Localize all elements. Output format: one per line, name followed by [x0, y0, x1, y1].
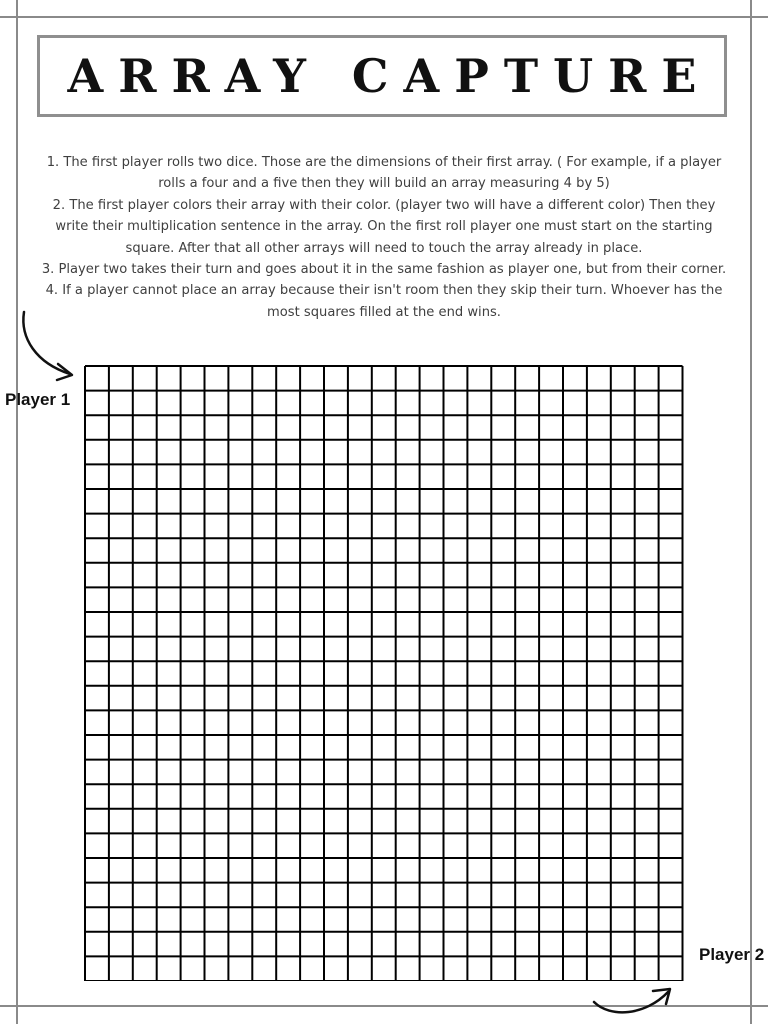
- instruction-item: 2. The first player colors their array with their color. (player two will have a different color) Then they write their multiplication sentence in the array. On the first roll player one must start on the starting square. After that all other arrays will need to touch the array already in place.: [52, 197, 716, 256]
- instructions: [40, 152, 728, 323]
- instruction-item: 4. If a player cannot place an array because their isn't room then they skip their turn. Whoever has the most squares filled at the end wins.: [45, 283, 723, 320]
- title-box: [37, 35, 727, 117]
- player-2-label: Player 2: [699, 945, 765, 964]
- right-page-border: [750, 0, 752, 1024]
- player-1-label: Player 1: [5, 390, 71, 409]
- left-page-border: [16, 0, 18, 1024]
- page-title: ARRAY CAPTURE: [67, 49, 712, 103]
- instruction-item: 1. The first player rolls two dice. Those are the dimensions of their first array. ( For example, if a player rolls a four and a five then they will build an array measuring 4 by 5): [46, 155, 722, 192]
- curved-arrow-icon: [590, 982, 675, 1018]
- curved-arrow-icon: [18, 308, 78, 383]
- top-page-border: [0, 16, 768, 18]
- game-board-grid: [84, 365, 684, 981]
- instruction-item: 3. Player two takes their turn and goes about it in the same fashion as player one, but from their corner.: [41, 262, 727, 278]
